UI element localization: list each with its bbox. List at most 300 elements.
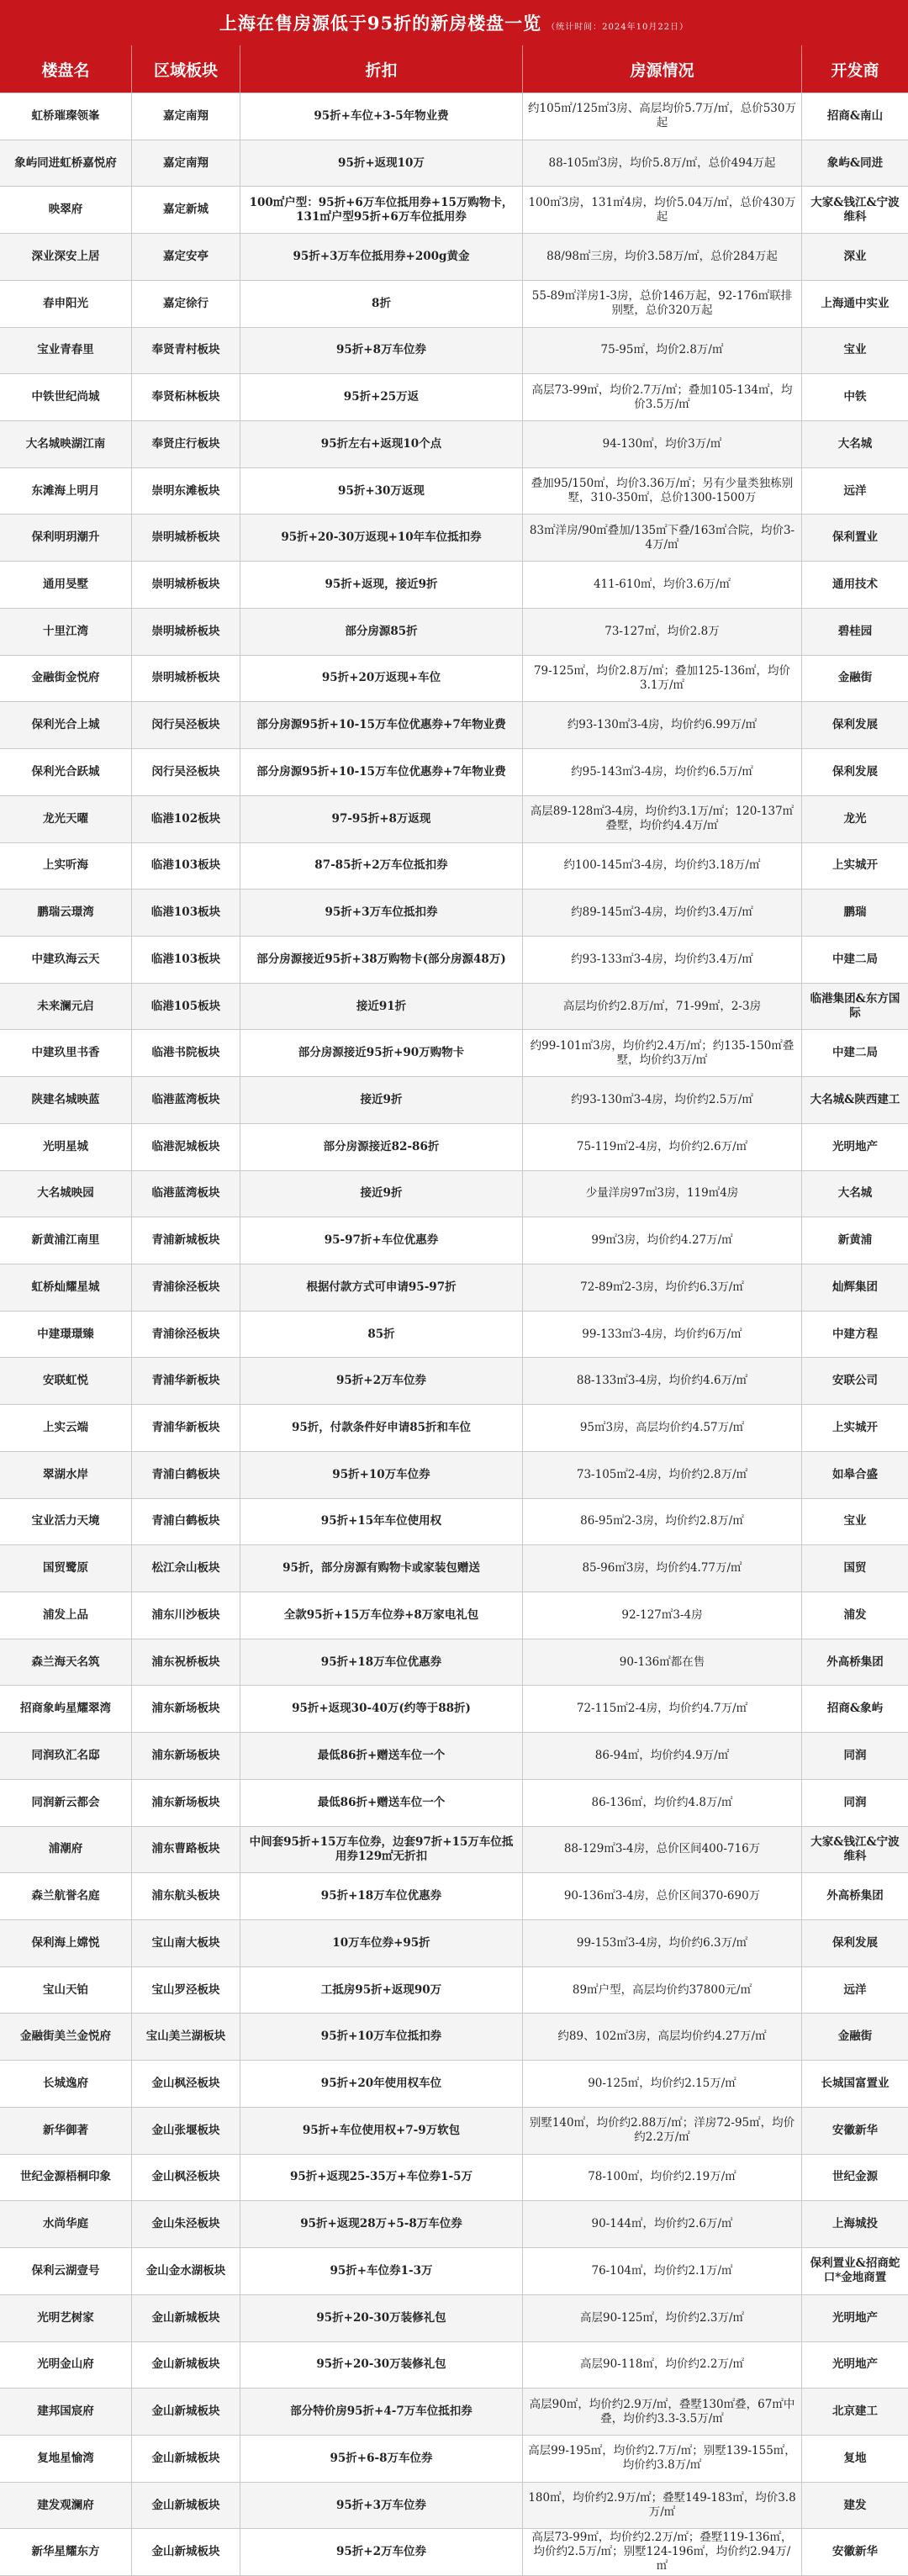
table-row [0, 1920, 908, 1967]
project-name-cell: 浦发上品 [0, 1592, 132, 1639]
developer-cell: 大名城&陕西建工 [810, 1092, 900, 1106]
table-row [0, 1312, 908, 1359]
project-name-cell: 浦潮府 [0, 1827, 132, 1873]
area-block-cell: 青浦徐泾板块 [132, 1264, 240, 1311]
discount-cell: 95折+返现25-35万+车位券1-5万 [240, 2155, 523, 2201]
discount-cell: 95折+20-30万装修礼包 [240, 2342, 523, 2389]
project-name-cell: 中建玖海云天 [0, 937, 132, 983]
discount-cell: 97-95折+8万返现 [240, 796, 523, 842]
project-name-cell: 大名城映园 [0, 1171, 132, 1217]
table-row [0, 1264, 908, 1312]
area-block-cell: 闵行吴泾板块 [132, 749, 240, 795]
developer-cell: 世纪金源 [832, 2170, 878, 2184]
column-header-info: 房源情况 [523, 45, 802, 92]
discount-cell: 接近9折 [240, 1171, 523, 1217]
developer-cell: 招商&象屿 [826, 1702, 884, 1716]
discount-cell: 95折+20年使用权车位 [240, 2061, 523, 2107]
listing-info-cell: 75-95㎡，均价2.8万/㎡ [523, 328, 802, 374]
table-row [0, 468, 908, 515]
listing-info-cell: 高层90㎡，均价约2.9万/㎡，叠墅130㎡叠，67㎡中叠，均价约3.3-3.5万/㎡ [523, 2389, 802, 2435]
area-block-cell: 临港泥城板块 [132, 1124, 240, 1170]
developer-cell: 宝业 [843, 1514, 867, 1528]
listing-info-cell: 94-130㎡，均价3万/㎡ [523, 421, 802, 467]
project-name-cell: 宝山天铂 [0, 1967, 132, 2014]
developer-cell: 大名城 [837, 436, 873, 451]
discount-cell: 部分房源95折+10-15万车位优惠券+7年物业费 [240, 749, 523, 795]
listing-info-cell: 73-127㎡，均价2.8万 [523, 609, 802, 655]
project-name-cell: 通用旻墅 [0, 562, 132, 608]
discount-cell: 95折+10万车位券 [240, 1452, 523, 1498]
listing-info-cell: 高层89-128㎡3-4房，均价约3.1万/㎡；120-137㎡叠墅，均价约4.4万/㎡ [523, 796, 802, 842]
discount-cell: 95折+20万返现+车位 [240, 656, 523, 702]
listing-info-cell: 75-119㎡2-4房，均价约2.6万/㎡ [523, 1124, 802, 1170]
discount-cell: 95-97折+车位优惠券 [240, 1217, 523, 1264]
developer-cell: 深业 [843, 250, 867, 264]
area-block-cell: 嘉定安亭 [132, 234, 240, 280]
discount-cell: 95折+10万车位抵扣券 [240, 2014, 523, 2060]
discount-cell: 85折 [240, 1312, 523, 1358]
area-block-cell: 金山新城板块 [132, 2436, 240, 2482]
project-name-cell: 同润新云都会 [0, 1780, 132, 1826]
project-name-cell: 虹桥璀璨领峯 [0, 93, 132, 140]
listing-info-cell: 约93-133㎡3-4房，均价约3.4万/㎡ [523, 937, 802, 983]
table-row [0, 1686, 908, 1733]
table-row [0, 421, 908, 468]
area-block-cell: 金山金水湖板块 [132, 2248, 240, 2294]
listing-info-cell: 高层90-125㎡，均价约2.3万/㎡ [523, 2295, 802, 2341]
discount-cell: 接近91折 [240, 984, 523, 1030]
area-block-cell: 崇明东滩板块 [132, 468, 240, 515]
area-block-cell: 临港蓝湾板块 [132, 1077, 240, 1123]
developer-cell: 浦发 [843, 1607, 867, 1622]
area-block-cell: 嘉定新城 [132, 187, 240, 233]
listing-info-cell: 90-136㎡3-4房，总价区间370-690万 [523, 1873, 802, 1919]
column-header-area: 区域板块 [132, 45, 240, 92]
listing-info-cell: 99-153㎡3-4房，均价约6.3万/㎡ [523, 1920, 802, 1966]
discount-cell: 最低86折+赠送车位一个 [240, 1780, 523, 1826]
area-block-cell: 金山新城板块 [132, 2529, 240, 2575]
project-name-cell: 同润玖汇名邸 [0, 1733, 132, 1779]
developer-cell: 安徽新华 [832, 2545, 878, 2559]
discount-cell: 95折+返现28万+5-8万车位券 [240, 2201, 523, 2247]
area-block-cell: 青浦华新板块 [132, 1405, 240, 1451]
discount-cell: 100㎡户型：95折+6万车位抵用券+15万购物卡，131㎡户型95折+6万车位抵用券 [240, 187, 523, 233]
project-name-cell: 龙光天曜 [0, 796, 132, 842]
area-block-cell: 临港103板块 [132, 843, 240, 889]
developer-cell: 复地 [843, 2451, 867, 2465]
project-name-cell: 虹桥灿耀星城 [0, 1264, 132, 1311]
project-name-cell: 鹏瑞云璟湾 [0, 889, 132, 936]
project-name-cell: 金融街金悦府 [0, 656, 132, 702]
discount-cell: 根据付款方式可申请95-97折 [240, 1264, 523, 1311]
project-name-cell: 招商象屿星耀翠湾 [0, 1686, 132, 1732]
listing-info-cell: 少量洋房97㎡3房，119㎡4房 [523, 1171, 802, 1217]
table-row [0, 234, 908, 281]
discount-cell: 95折，付款条件好申请85折和车位 [240, 1405, 523, 1451]
discount-cell: 95折+6-8万车位券 [240, 2436, 523, 2482]
project-name-cell: 保利光合跃城 [0, 749, 132, 795]
area-block-cell: 崇明城桥板块 [132, 562, 240, 608]
developer-cell: 保利发展 [832, 764, 878, 779]
area-block-cell: 崇明城桥板块 [132, 515, 240, 561]
listing-info-cell: 86-136㎡，均价约4.8万/㎡ [523, 1780, 802, 1826]
area-block-cell: 金山朱泾板块 [132, 2201, 240, 2247]
listing-info-cell: 约95-143㎡3-4房，均价约6.5万/㎡ [523, 749, 802, 795]
developer-cell: 中建二局 [832, 952, 878, 966]
project-name-cell: 中建玖里书香 [0, 1030, 132, 1076]
developer-cell: 中铁 [843, 390, 867, 404]
listing-info-cell: 88-129㎡3-4房，总价区间400-716万 [523, 1827, 802, 1873]
listing-info-cell: 72-89㎡2-3房，均价约6.3万/㎡ [523, 1264, 802, 1311]
discount-cell: 全款95折+15万车位券+8万家电礼包 [240, 1592, 523, 1639]
area-block-cell: 临港书院板块 [132, 1030, 240, 1076]
listing-info-cell: 90-136㎡都在售 [523, 1639, 802, 1686]
area-block-cell: 崇明城桥板块 [132, 656, 240, 702]
table-row [0, 1733, 908, 1780]
listing-info-cell: 76-104㎡，均价约2.1万/㎡ [523, 2248, 802, 2294]
developer-cell: 大家&钱江&宁波维科 [810, 195, 900, 224]
area-block-cell: 青浦新城板块 [132, 1217, 240, 1264]
discount-cell: 10万车位券+95折 [240, 1920, 523, 1966]
listing-info-cell: 约93-130㎡3-4房，均价约2.5万/㎡ [523, 1077, 802, 1123]
developer-cell: 上海城投 [832, 2217, 878, 2231]
project-name-cell: 保利海上嫦悦 [0, 1920, 132, 1966]
project-name-cell: 大名城映湖江南 [0, 421, 132, 467]
project-name-cell: 水尚华庭 [0, 2201, 132, 2247]
area-block-cell: 金山新城板块 [132, 2389, 240, 2435]
table-row [0, 702, 908, 749]
discount-cell: 95折+返现30-40万(约等于88折) [240, 1686, 523, 1732]
discount-cell: 95折+车位+3-5年物业费 [240, 93, 523, 140]
project-name-cell: 未来澜元启 [0, 984, 132, 1030]
listing-info-cell: 90-125㎡，均价约2.15万/㎡ [523, 2061, 802, 2107]
area-block-cell: 奉贤庄行板块 [132, 421, 240, 467]
discount-cell: 部分特价房95折+4-7万车位抵扣券 [240, 2389, 523, 2435]
discount-cell: 95折+2万车位券 [240, 2529, 523, 2575]
discount-cell: 95折+15年车位使用权 [240, 1499, 523, 1545]
table-row [0, 609, 908, 656]
listing-info-cell: 88/98㎡三房，均价3.58万/㎡，总价284万起 [523, 234, 802, 280]
developer-cell: 安徽新华 [832, 2123, 878, 2137]
area-block-cell: 宝山美兰湖板块 [132, 2014, 240, 2060]
area-block-cell: 金山新城板块 [132, 2295, 240, 2341]
project-name-cell: 复地星愉湾 [0, 2436, 132, 2482]
developer-cell: 宝业 [843, 343, 867, 357]
developer-cell: 保利置业&招商蛇口*金地商置 [810, 2257, 900, 2285]
developer-cell: 金融街 [837, 671, 873, 685]
listing-info-cell: 73-105㎡2-4房，均价约2.8万/㎡ [523, 1452, 802, 1498]
table-row [0, 937, 908, 984]
area-block-cell: 嘉定南翔 [132, 93, 240, 140]
table-row [0, 2061, 908, 2108]
project-name-cell: 宝业青春里 [0, 328, 132, 374]
area-block-cell: 金山张堰板块 [132, 2108, 240, 2154]
table-row [0, 1452, 908, 1499]
project-name-cell: 象屿同进虹桥嘉悦府 [0, 140, 132, 187]
column-header-discount: 折扣 [240, 45, 523, 92]
table-row [0, 2529, 908, 2576]
table-row [0, 187, 908, 234]
table-row [0, 1077, 908, 1124]
discount-cell: 部分房源95折+10-15万车位优惠券+7年物业费 [240, 702, 523, 748]
table-row [0, 93, 908, 140]
developer-cell: 鹏瑞 [843, 905, 867, 920]
developer-cell: 安联公司 [832, 1374, 878, 1388]
listing-info-cell: 83㎡洋房/90㎡叠加/135㎡下叠/163㎡合院，均价3-4万/㎡ [523, 515, 802, 561]
table-row [0, 2201, 908, 2248]
table-row [0, 843, 908, 890]
listing-info-cell: 约100-145㎡3-4房，均价约3.18万/㎡ [523, 843, 802, 889]
listing-info-cell: 92-127㎡3-4房 [523, 1592, 802, 1639]
listing-info-cell: 约93-130㎡3-4房，均价约6.99万/㎡ [523, 702, 802, 748]
project-name-cell: 宝业活力天境 [0, 1499, 132, 1545]
table-row [0, 796, 908, 843]
discount-cell: 95折+车位券1-3万 [240, 2248, 523, 2294]
area-block-cell: 临港103板块 [132, 889, 240, 936]
area-block-cell: 金山新城板块 [132, 2342, 240, 2389]
project-name-cell: 深业深安上居 [0, 234, 132, 280]
table-row [0, 1217, 908, 1264]
listing-info-cell: 约99-101㎡3房，均价约2.4万/㎡；约135-150㎡叠墅，均价约3万/㎡ [523, 1030, 802, 1076]
table-row [0, 2389, 908, 2436]
project-name-cell: 国贸鹭原 [0, 1545, 132, 1592]
discount-cell: 95折+3万车位券 [240, 2483, 523, 2529]
column-header-developer: 开发商 [831, 61, 879, 80]
area-block-cell: 嘉定南翔 [132, 140, 240, 187]
developer-cell: 上实城开 [832, 858, 878, 873]
developer-cell: 光明地产 [832, 2357, 878, 2372]
project-name-cell: 世纪金源梧桐印象 [0, 2155, 132, 2201]
project-name-cell: 光明星城 [0, 1124, 132, 1170]
table-row [0, 2155, 908, 2202]
listing-info-cell: 89㎡户型，高层均价约37800元/㎡ [523, 1967, 802, 2014]
area-block-cell: 宝山南大板块 [132, 1920, 240, 1966]
table-row [0, 328, 908, 375]
listing-info-cell: 高层均价约2.8万/㎡，71-99㎡，2-3房 [523, 984, 802, 1030]
project-name-cell: 中铁世纪尚城 [0, 374, 132, 420]
listing-info-cell: 95㎡3房，高层均价约4.57万/㎡ [523, 1405, 802, 1451]
project-name-cell: 保利光合上城 [0, 702, 132, 748]
area-block-cell: 宝山罗泾板块 [132, 1967, 240, 2014]
project-name-cell: 保利云湖壹号 [0, 2248, 132, 2294]
project-name-cell: 建发观澜府 [0, 2483, 132, 2529]
table-row [0, 374, 908, 421]
listing-info-cell: 72-115㎡2-4房，均价约4.7万/㎡ [523, 1686, 802, 1732]
project-name-cell: 建邦国宸府 [0, 2389, 132, 2435]
table-body [0, 93, 908, 2576]
developer-cell: 上实城开 [832, 1420, 878, 1434]
developer-cell: 建发 [843, 2498, 867, 2512]
developer-cell: 新黄浦 [837, 1233, 873, 1248]
developer-cell: 同润 [843, 1795, 867, 1809]
discount-cell: 95折+返现10万 [240, 140, 523, 187]
title-bar [0, 0, 908, 45]
developer-cell: 光明地产 [832, 2310, 878, 2325]
discount-cell: 部分房源接近95折+38万购物卡(部分房源48万) [240, 937, 523, 983]
listing-info-cell: 约89、102㎡3房，高层均价约4.27万/㎡ [523, 2014, 802, 2060]
discount-cell: 95折左右+返现10个点 [240, 421, 523, 467]
project-name-cell: 光明艺树家 [0, 2295, 132, 2341]
area-block-cell: 临港103板块 [132, 937, 240, 983]
listing-info-cell: 高层73-99㎡，均价2.7万/㎡；叠加105-134㎡，均价3.5万/㎡ [523, 374, 802, 420]
area-block-cell: 青浦白鹤板块 [132, 1499, 240, 1545]
discount-cell: 部分房源接近82-86折 [240, 1124, 523, 1170]
project-name-cell: 中建璟璟臻 [0, 1312, 132, 1358]
listing-info-cell: 86-95㎡2-3房，均价约2.8万/㎡ [523, 1499, 802, 1545]
area-block-cell: 浦东航头板块 [132, 1873, 240, 1919]
stat-date-note: （统计时间：2024年10月22日） [546, 22, 689, 32]
discount-cell: 工抵房95折+返现90万 [240, 1967, 523, 2014]
table-row [0, 1780, 908, 1827]
table-row [0, 889, 908, 937]
developer-cell: 大家&钱江&宁波维科 [810, 1834, 900, 1863]
project-name-cell: 春申阳光 [0, 281, 132, 327]
discount-cell: 95折+30万返现 [240, 468, 523, 515]
area-block-cell: 临港102板块 [132, 796, 240, 842]
area-block-cell: 浦东祝桥板块 [132, 1639, 240, 1686]
area-block-cell: 青浦华新板块 [132, 1358, 240, 1404]
listing-info-cell: 叠加95/150㎡，均价3.36万/㎡；另有少量类独栋别墅，310-350㎡，总价1300-1500万 [523, 468, 802, 515]
developer-cell: 保利发展 [832, 718, 878, 732]
table-row [0, 1030, 908, 1077]
area-block-cell: 青浦徐泾板块 [132, 1312, 240, 1358]
area-block-cell: 松江佘山板块 [132, 1545, 240, 1592]
project-name-cell: 金融街美兰金悦府 [0, 2014, 132, 2060]
project-name-cell: 保利明玥潮升 [0, 515, 132, 561]
listing-info-cell: 79-125㎡，均价2.8万/㎡；叠加125-136㎡，均价3.1万/㎡ [523, 656, 802, 702]
developer-cell: 碧桂园 [837, 624, 873, 638]
discount-cell: 95折+返现，接近9折 [240, 562, 523, 608]
discount-cell: 95折+25万返 [240, 374, 523, 420]
listing-info-cell: 88-105㎡3房，均价5.8万/㎡，总价494万起 [523, 140, 802, 187]
table-row [0, 656, 908, 703]
area-block-cell: 浦东曹路板块 [132, 1827, 240, 1873]
table-row [0, 1171, 908, 1218]
project-name-cell: 森兰航誉名庭 [0, 1873, 132, 1919]
listing-info-cell: 100㎡3房，131㎡4房，均价5.04万/㎡，总价430万起 [523, 187, 802, 233]
listing-info-cell: 411-610㎡，均价3.6万/㎡ [523, 562, 802, 608]
table-row [0, 749, 908, 796]
listing-info-cell: 高层99-195㎡，均价约2.7万/㎡；别墅139-155㎡，均价约3.8万/㎡ [523, 2436, 802, 2482]
project-name-cell: 光明金山府 [0, 2342, 132, 2389]
area-block-cell: 浦东新场板块 [132, 1780, 240, 1826]
table-row [0, 515, 908, 562]
listing-info-cell: 78-100㎡，均价约2.19万/㎡ [523, 2155, 802, 2201]
table-row [0, 2108, 908, 2155]
discount-cell: 95折，部分房源有购物卡或家装包赠送 [240, 1545, 523, 1592]
area-block-cell: 金山枫泾板块 [132, 2061, 240, 2107]
developer-cell: 如皋合盛 [832, 1467, 878, 1481]
discount-cell: 部分房源85折 [240, 609, 523, 655]
project-name-cell: 新黄浦江南里 [0, 1217, 132, 1264]
developer-cell: 招商&南山 [826, 108, 884, 123]
listing-info-cell: 99-133㎡3-4房，均价约6万/㎡ [523, 1312, 802, 1358]
project-name-cell: 十里江湾 [0, 609, 132, 655]
table-header [0, 45, 908, 93]
column-header-name: 楼盘名 [0, 45, 132, 92]
developer-cell: 中建二局 [832, 1046, 878, 1060]
developer-cell: 金融街 [837, 2030, 873, 2044]
discount-cell: 95折+2万车位券 [240, 1358, 523, 1404]
listing-info-cell: 别墅140㎡，均价约2.88万/㎡；洋房72-95㎡，均价约2.2万/㎡ [523, 2108, 802, 2154]
listing-info-cell: 90-144㎡，均价约2.6万/㎡ [523, 2201, 802, 2247]
developer-cell: 远洋 [843, 1982, 867, 1997]
area-block-cell: 崇明城桥板块 [132, 609, 240, 655]
developer-cell: 大名城 [837, 1186, 873, 1201]
project-name-cell: 上实云端 [0, 1405, 132, 1451]
listing-info-cell: 180㎡，均价约2.9万/㎡；叠墅149-183㎡，均价3.8万/㎡ [523, 2483, 802, 2529]
discount-cell: 接近9折 [240, 1077, 523, 1123]
table-row [0, 140, 908, 187]
listing-info-cell: 99㎡3房，均价约4.27万/㎡ [523, 1217, 802, 1264]
table-row [0, 1827, 908, 1874]
project-name-cell: 新华御著 [0, 2108, 132, 2154]
table-row [0, 1499, 908, 1546]
discount-cell: 95折+18万车位优惠券 [240, 1639, 523, 1686]
developer-cell: 保利发展 [832, 1935, 878, 1950]
table-row [0, 2295, 908, 2342]
page-title: 上海在售房源低于95折的新房楼盘一览 [219, 13, 542, 34]
discount-cell: 87-85折+2万车位抵扣券 [240, 843, 523, 889]
table-row [0, 1639, 908, 1687]
developer-cell: 灿辉集团 [832, 1280, 878, 1294]
developer-cell: 外高桥集团 [826, 1655, 884, 1669]
developer-cell: 上海通中实业 [821, 296, 890, 310]
developer-cell: 中建方程 [832, 1327, 878, 1341]
area-block-cell: 奉贤青村板块 [132, 328, 240, 374]
table-row [0, 1358, 908, 1405]
discount-cell: 8折 [240, 281, 523, 327]
table-row [0, 281, 908, 328]
table-row [0, 984, 908, 1031]
project-name-cell: 映翠府 [0, 187, 132, 233]
discount-cell: 95折+3万车位抵扣券 [240, 889, 523, 936]
developer-cell: 龙光 [843, 811, 867, 826]
developer-cell: 长城国富置业 [821, 2077, 890, 2091]
discount-cell: 95折+18万车位优惠券 [240, 1873, 523, 1919]
listing-info-cell: 高层90-118㎡，均价约2.2万/㎡ [523, 2342, 802, 2389]
discount-cell: 最低86折+赠送车位一个 [240, 1733, 523, 1779]
discount-cell: 中间套95折+15万车位券，边套97折+15万车位抵用券129㎡无折扣 [240, 1827, 523, 1873]
table-row [0, 1405, 908, 1452]
discount-cell: 95折+3万车位抵用券+200g黄金 [240, 234, 523, 280]
area-block-cell: 嘉定徐行 [132, 281, 240, 327]
developer-cell: 象屿&同进 [826, 156, 884, 170]
area-block-cell: 青浦白鹤板块 [132, 1452, 240, 1498]
developer-cell: 光明地产 [832, 1139, 878, 1153]
developer-cell: 保利置业 [832, 531, 878, 545]
developer-cell: 北京建工 [832, 2404, 878, 2419]
discount-cell: 95折+20-30万装修礼包 [240, 2295, 523, 2341]
area-block-cell: 临港105板块 [132, 984, 240, 1030]
area-block-cell: 临港蓝湾板块 [132, 1171, 240, 1217]
developer-cell: 国贸 [843, 1561, 867, 1576]
project-name-cell: 东滩海上明月 [0, 468, 132, 515]
discount-cell: 95折+20-30万返现+10年车位抵扣券 [240, 515, 523, 561]
developer-cell: 远洋 [843, 483, 867, 498]
discount-cell: 95折+8万车位券 [240, 328, 523, 374]
table-row [0, 2342, 908, 2389]
developer-cell: 临港集团&东方国际 [810, 992, 900, 1021]
table-row [0, 2248, 908, 2295]
area-block-cell: 浦东新场板块 [132, 1733, 240, 1779]
area-block-cell: 闵行吴泾板块 [132, 702, 240, 748]
area-block-cell: 浦东川沙板块 [132, 1592, 240, 1639]
listing-info-cell: 约89-145㎡3-4房，均价约3.4万/㎡ [523, 889, 802, 936]
listing-info-cell: 88-133㎡3-4房，均价约4.6万/㎡ [523, 1358, 802, 1404]
discount-cell: 95折+车位使用权+7-9万软包 [240, 2108, 523, 2154]
area-block-cell: 金山新城板块 [132, 2483, 240, 2529]
